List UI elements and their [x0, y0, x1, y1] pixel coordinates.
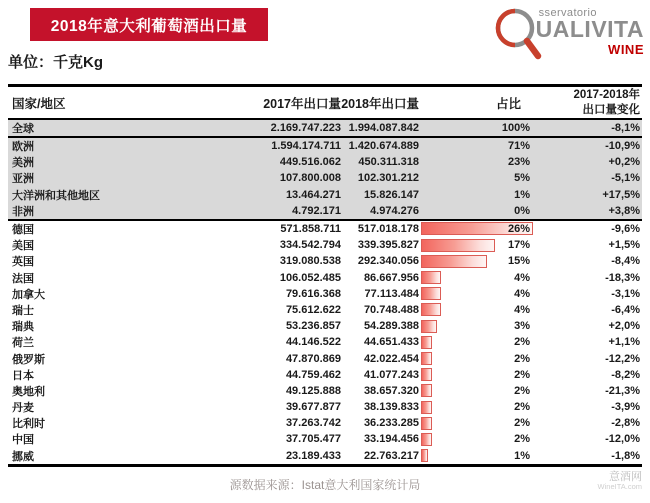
value-2017-cell: 334.542.794 [279, 239, 341, 252]
value-2017-cell: 49.125.888 [285, 384, 341, 397]
table-row [8, 120, 642, 138]
data-source-note: 源数据来源：Istat意大利国家统计局 [229, 478, 421, 492]
table-row [8, 334, 642, 350]
change-cell: -5,1% [611, 172, 640, 185]
header-change-line1: 2017-2018年 [573, 89, 640, 102]
table-row [8, 154, 642, 170]
share-bar [421, 255, 487, 268]
change-cell: +3,8% [608, 204, 640, 217]
value-2018-cell: 42.022.454 [363, 352, 419, 365]
change-cell: +1,1% [608, 336, 640, 349]
value-2018-cell: 1.994.087.842 [348, 122, 419, 134]
share-cell [419, 187, 535, 203]
table-row [8, 286, 642, 302]
change-cell: -3,9% [611, 401, 640, 414]
share-cell [419, 170, 535, 186]
share-cell [419, 367, 535, 383]
share-cell [419, 270, 535, 286]
change-cell: +1,5% [608, 239, 640, 252]
share-cell [419, 318, 535, 334]
value-2017-cell: 23.189.433 [285, 449, 341, 462]
share-cell [419, 448, 535, 464]
share-cell [419, 221, 535, 237]
change-cell: +0,2% [608, 156, 640, 169]
export-table [8, 84, 642, 467]
value-2018-cell: 33.194.456 [363, 433, 419, 446]
table-row [8, 138, 642, 154]
value-2018-cell: 77.113.484 [364, 287, 419, 300]
table-row [8, 253, 642, 269]
share-value: 17% [507, 239, 530, 252]
value-2017-cell: 75.612.622 [285, 303, 341, 316]
value-2018-cell: 450.311.318 [358, 156, 419, 169]
value-2017-cell: 13.464.271 [285, 188, 341, 201]
change-cell: -18,3% [605, 271, 640, 284]
share-value: 2% [514, 384, 530, 397]
table-row [8, 170, 642, 186]
value-2018-cell: 292.340.056 [357, 255, 419, 268]
page-title-banner [30, 8, 268, 41]
value-2018-cell: 70.748.488 [363, 303, 419, 316]
region-name-cell: 亚洲 [12, 173, 34, 186]
header-change [535, 88, 642, 117]
value-2017-cell: 37.705.477 [285, 433, 341, 446]
change-cell: -6,4% [611, 303, 640, 316]
table-row [8, 318, 642, 334]
share-bar [421, 320, 437, 333]
change-cell: -10,9% [605, 140, 640, 153]
value-2018-cell: 38.139.833 [363, 401, 419, 414]
region-name-cell: 美国 [12, 240, 34, 253]
share-cell [419, 399, 535, 415]
share-cell [419, 253, 535, 269]
region-name-cell: 丹麦 [12, 402, 34, 415]
table-row [8, 367, 642, 383]
share-cell [419, 203, 535, 219]
value-2018-cell: 339.395.827 [357, 239, 419, 252]
value-2017-cell: 44.146.522 [285, 336, 341, 349]
share-bar [421, 417, 432, 430]
header-change-line2: 出口量变化 [582, 103, 640, 116]
value-2017-cell: 37.263.742 [285, 417, 341, 430]
value-2017-cell: 53.236.857 [285, 320, 341, 333]
value-2017-cell: 571.858.711 [280, 223, 341, 236]
share-value: 2% [514, 401, 530, 414]
share-bar [421, 433, 432, 446]
value-2017-cell: 79.616.368 [285, 287, 341, 300]
value-2018-cell: 36.233.285 [363, 417, 419, 430]
table-row [8, 448, 642, 464]
change-cell: -12,2% [605, 352, 640, 365]
value-2018-cell: 517.018.178 [357, 223, 419, 236]
logo-osservatorio: sservatorio [538, 7, 597, 19]
share-bar [421, 239, 495, 252]
region-name-cell: 荷兰 [12, 337, 34, 350]
share-value: 0% [514, 204, 530, 217]
change-cell: -8,2% [611, 368, 640, 381]
share-value: 1% [514, 188, 530, 201]
table-row [8, 415, 642, 431]
share-value: 2% [514, 433, 530, 446]
table-row [8, 221, 642, 237]
table-row [8, 399, 642, 415]
value-2017-cell: 107.800.008 [279, 172, 341, 185]
share-value: 15% [507, 255, 530, 268]
region-name-cell: 日本 [12, 369, 34, 382]
region-name-cell: 瑞士 [12, 304, 34, 317]
share-bar [421, 287, 441, 300]
share-value: 26% [507, 223, 530, 236]
share-cell [419, 334, 535, 350]
value-2018-cell: 54.289.388 [363, 320, 419, 333]
change-cell: +17,5% [602, 188, 640, 201]
region-name-cell: 法国 [12, 272, 34, 285]
change-cell: -8,4% [611, 255, 640, 268]
region-name-cell: 全球 [12, 123, 34, 135]
logo-text [536, 7, 644, 57]
change-cell: -1,8% [611, 449, 640, 462]
value-2017-cell: 39.677.877 [285, 401, 341, 414]
region-name-cell: 比利时 [12, 418, 45, 431]
share-value: 3% [514, 320, 530, 333]
share-cell [419, 383, 535, 399]
table-row [8, 203, 642, 219]
header-region: 国家/地区 [12, 96, 66, 111]
share-value: 2% [514, 336, 530, 349]
value-2018-cell: 15.826.147 [363, 188, 419, 201]
share-value: 23% [507, 156, 530, 169]
change-cell: -3,1% [611, 287, 640, 300]
share-value: 71% [507, 140, 530, 153]
share-cell [419, 237, 535, 253]
value-2018-cell: 102.301.212 [357, 172, 419, 185]
share-bar [421, 384, 432, 397]
value-2018-cell: 1.420.674.889 [348, 140, 419, 153]
share-bar [421, 271, 441, 284]
share-bar [421, 352, 432, 365]
region-name-cell: 俄罗斯 [12, 353, 45, 366]
change-cell: -2,8% [611, 417, 640, 430]
value-2017-cell: 1.594.174.711 [271, 140, 341, 153]
region-name-cell: 德国 [12, 224, 34, 237]
share-cell [419, 286, 535, 302]
value-2018-cell: 38.657.320 [363, 384, 419, 397]
table-row [8, 383, 642, 399]
header-share-label: 占比 [495, 96, 521, 111]
share-cell [419, 431, 535, 447]
change-cell: -9,6% [611, 223, 640, 236]
share-value: 1% [514, 449, 530, 462]
change-cell: +2,0% [608, 320, 640, 333]
region-name-cell: 中国 [12, 434, 34, 447]
share-cell [419, 350, 535, 366]
share-value: 4% [514, 303, 530, 316]
change-cell: -21,3% [605, 384, 640, 397]
header-share [419, 87, 535, 118]
qualivita-logo [490, 3, 644, 61]
header-2018: 2018年出口量 [341, 96, 419, 111]
change-cell: -12,0% [605, 433, 640, 446]
value-2018-cell: 86.667.956 [363, 271, 419, 284]
region-name-cell: 英国 [12, 256, 34, 269]
share-value: 4% [514, 271, 530, 284]
table-row [8, 187, 642, 203]
table-row [8, 302, 642, 318]
watermark-url: WineITA.com [597, 482, 642, 492]
value-2017-cell: 4.792.171 [292, 204, 341, 217]
share-bar [421, 368, 432, 381]
table-row [8, 270, 642, 286]
region-name-cell: 挪威 [12, 450, 34, 463]
header-2017: 2017年出口量 [263, 96, 341, 111]
value-2017-cell: 319.080.538 [279, 255, 341, 268]
share-value: 4% [514, 287, 530, 300]
value-2017-cell: 106.052.485 [279, 271, 341, 284]
region-name-cell: 加拿大 [12, 288, 45, 301]
share-value: 2% [514, 352, 530, 365]
value-2017-cell: 44.759.462 [285, 368, 341, 381]
share-cell [419, 302, 535, 318]
region-rows [8, 120, 642, 221]
share-value: 100% [501, 122, 530, 134]
share-cell [419, 415, 535, 431]
share-value: 2% [514, 368, 530, 381]
region-name-cell: 瑞典 [12, 321, 34, 334]
value-2018-cell: 4.974.276 [370, 204, 419, 217]
share-value: 5% [514, 172, 530, 185]
share-value: 2% [514, 417, 530, 430]
value-2017-cell: 47.870.869 [285, 352, 341, 365]
share-bar [421, 401, 432, 414]
value-2018-cell: 22.763.217 [363, 449, 419, 462]
table-row [8, 237, 642, 253]
table-row [8, 350, 642, 366]
value-2018-cell: 44.651.433 [363, 336, 419, 349]
table-row [8, 431, 642, 447]
table-header-row [8, 84, 642, 120]
share-cell [419, 120, 535, 136]
country-rows [8, 221, 642, 467]
share-bar [421, 449, 428, 462]
share-bar [421, 303, 441, 316]
share-bar [421, 336, 432, 349]
value-2017-cell: 449.516.062 [279, 156, 341, 169]
region-name-cell: 奥地利 [12, 385, 45, 398]
change-cell: -8,1% [611, 122, 640, 134]
region-name-cell: 非洲 [12, 205, 34, 218]
share-cell [419, 138, 535, 154]
share-cell [419, 154, 535, 170]
unit-label: 单位：千克Kg [8, 54, 103, 71]
watermark-cn: 意酒网 [609, 471, 642, 483]
value-2017-cell: 2.169.747.223 [270, 122, 341, 134]
page-title: 2018年意大利葡萄酒出口量 [50, 17, 248, 35]
region-name-cell: 大洋洲和其他地区 [12, 189, 100, 202]
value-2018-cell: 41.077.243 [363, 368, 419, 381]
region-name-cell: 欧洲 [12, 141, 34, 154]
site-watermark [598, 471, 642, 491]
logo-qualivita: UALIVITA [535, 16, 644, 42]
logo-wine: WINE [608, 41, 644, 57]
region-name-cell: 美洲 [12, 157, 34, 170]
